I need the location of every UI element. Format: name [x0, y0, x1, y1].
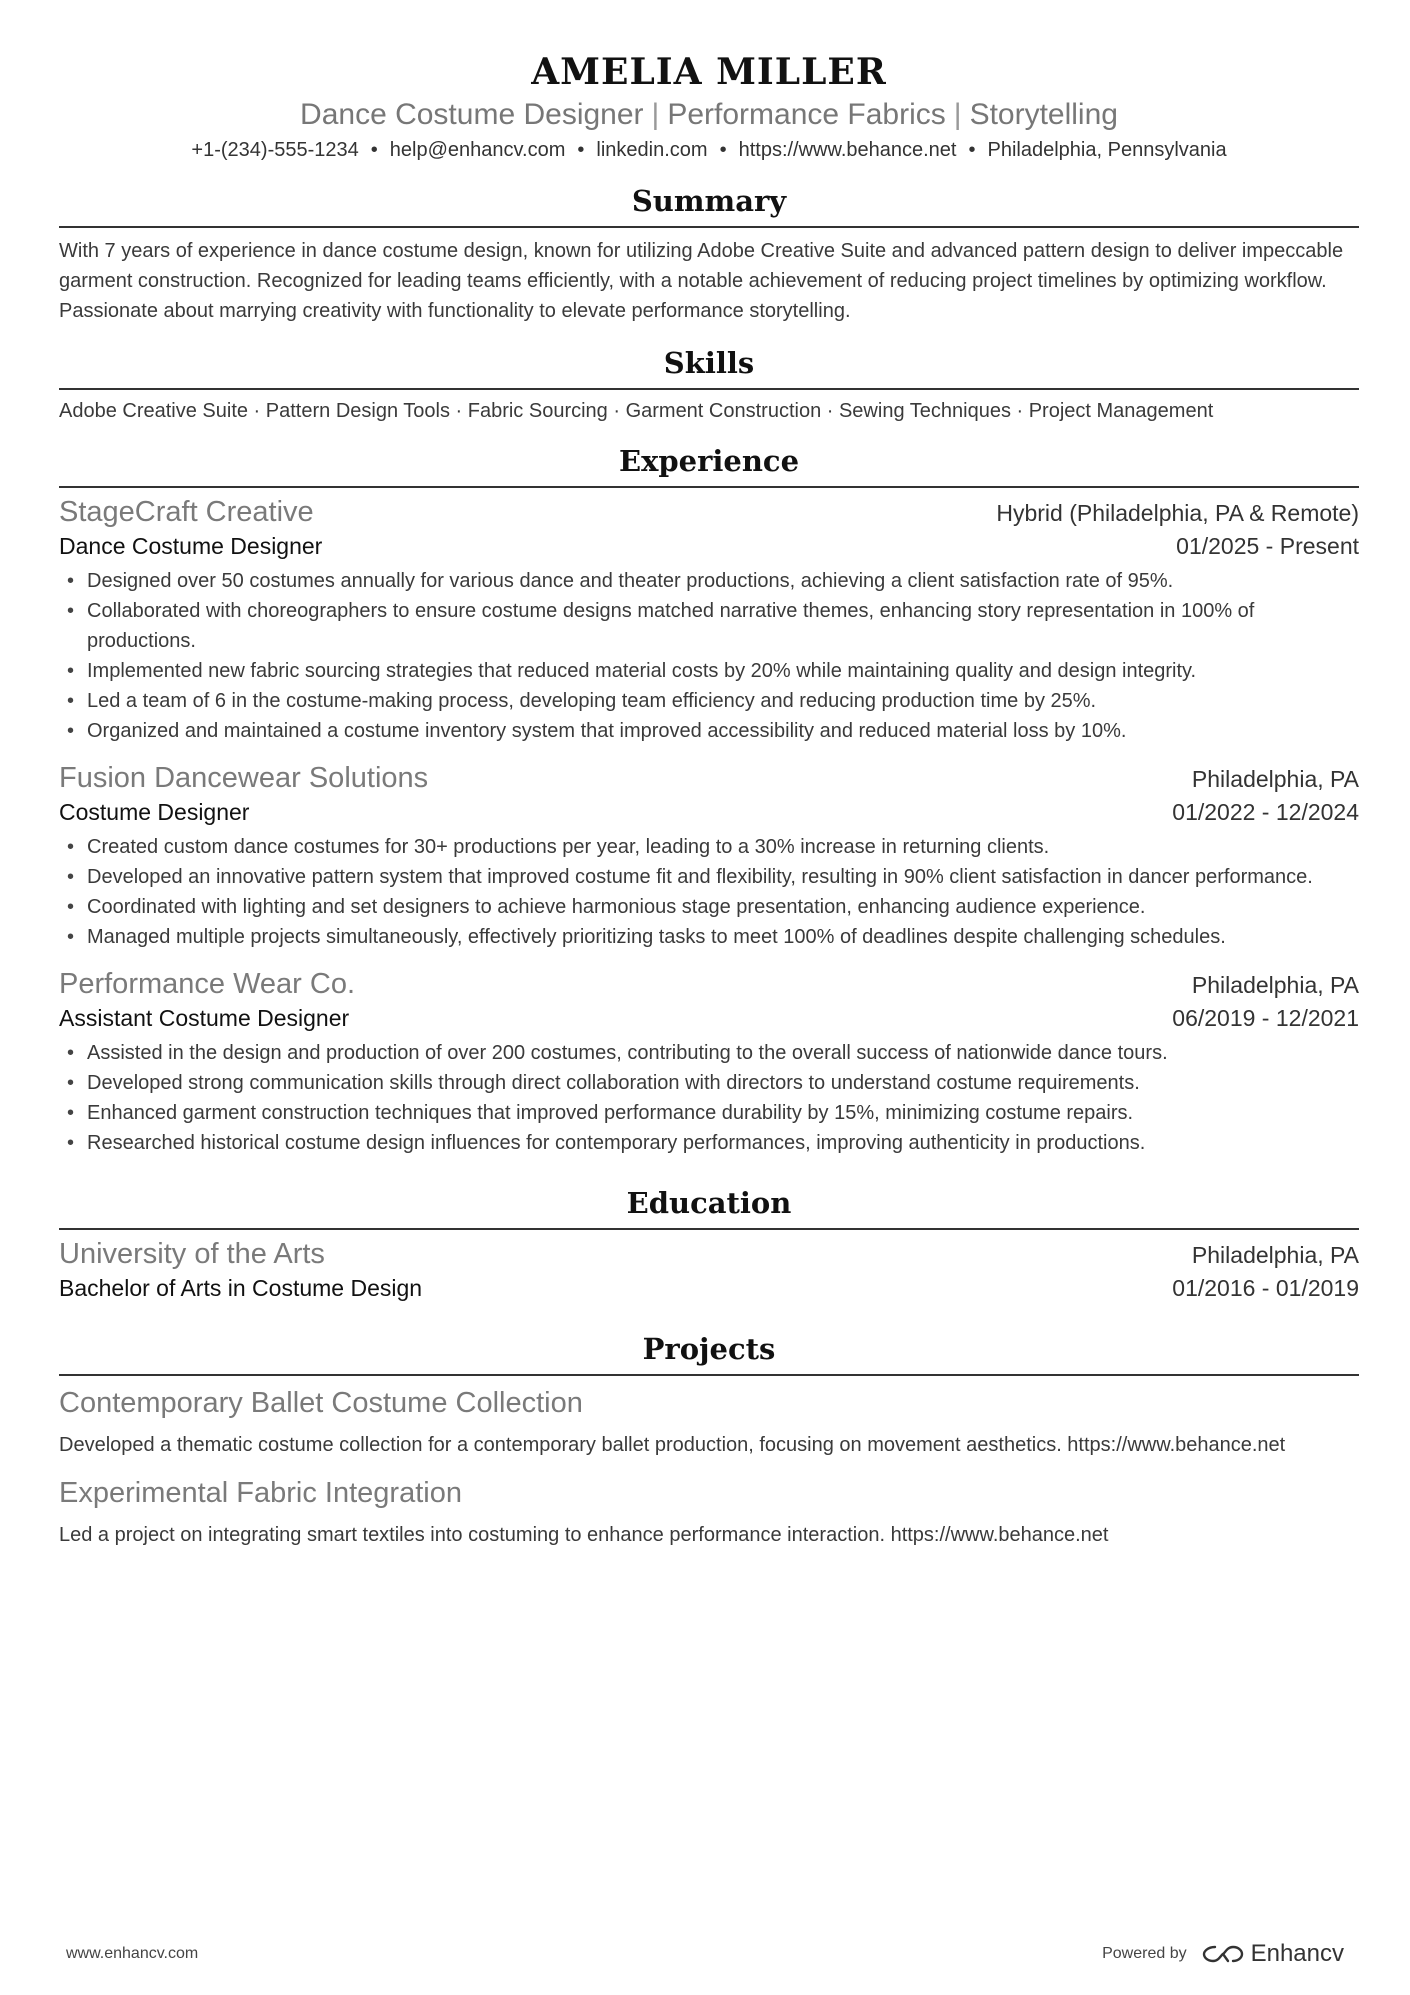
skills-list: Adobe Creative Suite · Pattern Design Tools · Fabric Sourcing · Garment Construction · Sewing Techniques · Project Management	[59, 400, 1214, 422]
summary-section	[59, 182, 1359, 326]
headline	[59, 96, 1359, 134]
job-location: Philadelphia, PA	[1191, 766, 1359, 792]
section-title-summary: Summary	[631, 184, 787, 218]
project-entry	[59, 1474, 1359, 1550]
enhancv-logo-icon	[1201, 1942, 1245, 1966]
bullet-separator: •	[968, 139, 976, 161]
page-footer	[66, 1940, 1344, 1968]
achievement-item: • Assisted in the design and production of over 200 costumes, contributing to the overall success of nationwide dance tours.	[59, 1038, 1359, 1068]
company-name: Performance Wear Co.	[59, 968, 356, 1000]
section-divider	[59, 486, 1359, 488]
behance-link[interactable]: https://www.behance.net	[738, 139, 957, 161]
section-title-experience: Experience	[618, 444, 800, 478]
section-divider	[59, 1374, 1359, 1376]
bullet-separator: •	[719, 139, 727, 161]
headline-item: Storytelling	[969, 98, 1118, 131]
powered-by	[1102, 1940, 1344, 1968]
section-divider	[59, 388, 1359, 390]
candidate-name: AMELIA MILLER	[531, 51, 887, 93]
experience-entry	[59, 494, 1359, 746]
achievement-item: • Designed over 50 costumes annually for various dance and theater productions, achieving a client satisfaction rate of 95%.	[59, 566, 1359, 596]
job-dates: 01/2025 - Present	[1176, 533, 1359, 559]
job-title: Dance Costume Designer	[59, 533, 323, 559]
job-location: Hybrid (Philadelphia, PA & Remote)	[996, 500, 1359, 526]
job-dates: 06/2019 - 12/2021	[1172, 1005, 1359, 1031]
bullet-separator: •	[370, 139, 378, 161]
experience-entry	[59, 966, 1359, 1158]
achievement-item: • Managed multiple projects simultaneously, effectively prioritizing tasks to meet 100% of deadlines despite challenging schedules.	[59, 922, 1359, 952]
achievement-list	[59, 566, 1359, 746]
contact-line	[59, 136, 1359, 164]
brand-logo[interactable]	[1201, 1940, 1344, 1968]
headline-separator: |	[953, 98, 962, 131]
resume-page	[59, 0, 1359, 1550]
project-description: Developed a thematic costume collection for a contemporary ballet production, focusing on movement aesthetics. https://www.behance.net	[59, 1434, 1286, 1456]
phone: +1-(234)-555-1234	[191, 139, 359, 161]
job-title: Assistant Costume Designer	[59, 1005, 350, 1031]
education-dates: 01/2016 - 01/2019	[1172, 1275, 1359, 1301]
experience-section	[59, 442, 1359, 1158]
achievement-item: • Led a team of 6 in the costume-making process, developing team efficiency and reducing production time by 25%.	[59, 686, 1359, 716]
achievement-item: • Developed strong communication skills through direct collaboration with directors to understand costume requirements.	[59, 1068, 1359, 1098]
summary-text: With 7 years of experience in dance costume design, known for utilizing Adobe Creative Suite and advanced pattern design to deliver impeccable garment construction. Recognized for leading teams efficiently, with a notable achievement of reducing project timelines by optimizing workflow. Passionate about marrying creativity with functionality to elevate performance storytelling.	[59, 240, 1344, 322]
email-link[interactable]: help@enhancv.com	[389, 139, 566, 161]
achievement-item: • Organized and maintained a costume inventory system that improved accessibility and reduced material loss by 10%.	[59, 716, 1359, 746]
achievement-item: • Collaborated with choreographers to ensure costume designs matched narrative themes, enhancing story representation in 100% of productions.	[59, 596, 1359, 656]
job-location: Philadelphia, PA	[1191, 972, 1359, 998]
bullet-separator: •	[577, 139, 585, 161]
achievement-list	[59, 1038, 1359, 1158]
project-description: Led a project on integrating smart textiles into costuming to enhance performance interaction. https://www.behance.net	[59, 1524, 1109, 1546]
education-entry	[59, 1236, 1359, 1304]
resume-header	[59, 0, 1359, 164]
experience-entry	[59, 760, 1359, 952]
achievement-list	[59, 832, 1359, 952]
projects-section	[59, 1330, 1359, 1550]
achievement-item: • Enhanced garment construction techniques that improved performance durability by 15%, minimizing costume repairs.	[59, 1098, 1359, 1128]
achievement-item: • Researched historical costume design influences for contemporary performances, improving authenticity in productions.	[59, 1128, 1359, 1158]
section-divider	[59, 1228, 1359, 1230]
school-name: University of the Arts	[59, 1238, 325, 1270]
footer-url[interactable]: www.enhancv.com	[66, 1945, 199, 1962]
project-title: Experimental Fabric Integration	[59, 1477, 462, 1509]
school-location: Philadelphia, PA	[1191, 1242, 1359, 1268]
company-name: Fusion Dancewear Solutions	[59, 762, 429, 794]
achievement-item: • Implemented new fabric sourcing strategies that reduced material costs by 20% while maintaining quality and design integrity.	[59, 656, 1359, 686]
achievement-item: • Coordinated with lighting and set designers to achieve harmonious stage presentation, enhancing audience experience.	[59, 892, 1359, 922]
section-divider	[59, 226, 1359, 228]
headline-item: Dance Costume Designer	[300, 98, 644, 131]
achievement-item: • Created custom dance costumes for 30+ productions per year, leading to a 30% increase in returning clients.	[59, 832, 1359, 862]
skills-section	[59, 344, 1359, 426]
project-title: Contemporary Ballet Costume Collection	[59, 1387, 583, 1419]
location: Philadelphia, Pennsylvania	[987, 139, 1227, 161]
achievement-item: • Developed an innovative pattern system that improved costume fit and flexibility, resulting in 90% client satisfaction in dancer performance.	[59, 862, 1359, 892]
linkedin-link[interactable]: linkedin.com	[596, 139, 708, 161]
powered-by-label: Powered by	[1102, 1945, 1187, 1962]
headline-separator: |	[651, 98, 660, 131]
education-section	[59, 1184, 1359, 1304]
job-dates: 01/2022 - 12/2024	[1172, 799, 1359, 825]
section-title-skills: Skills	[663, 346, 755, 380]
degree: Bachelor of Arts in Costume Design	[59, 1275, 423, 1301]
headline-item: Performance Fabrics	[667, 98, 946, 131]
brand-name: Enhancv	[1250, 1940, 1344, 1967]
section-title-projects: Projects	[642, 1332, 776, 1366]
project-entry	[59, 1384, 1359, 1460]
section-title-education: Education	[626, 1186, 792, 1220]
company-name: StageCraft Creative	[59, 496, 314, 528]
job-title: Costume Designer	[59, 799, 250, 825]
